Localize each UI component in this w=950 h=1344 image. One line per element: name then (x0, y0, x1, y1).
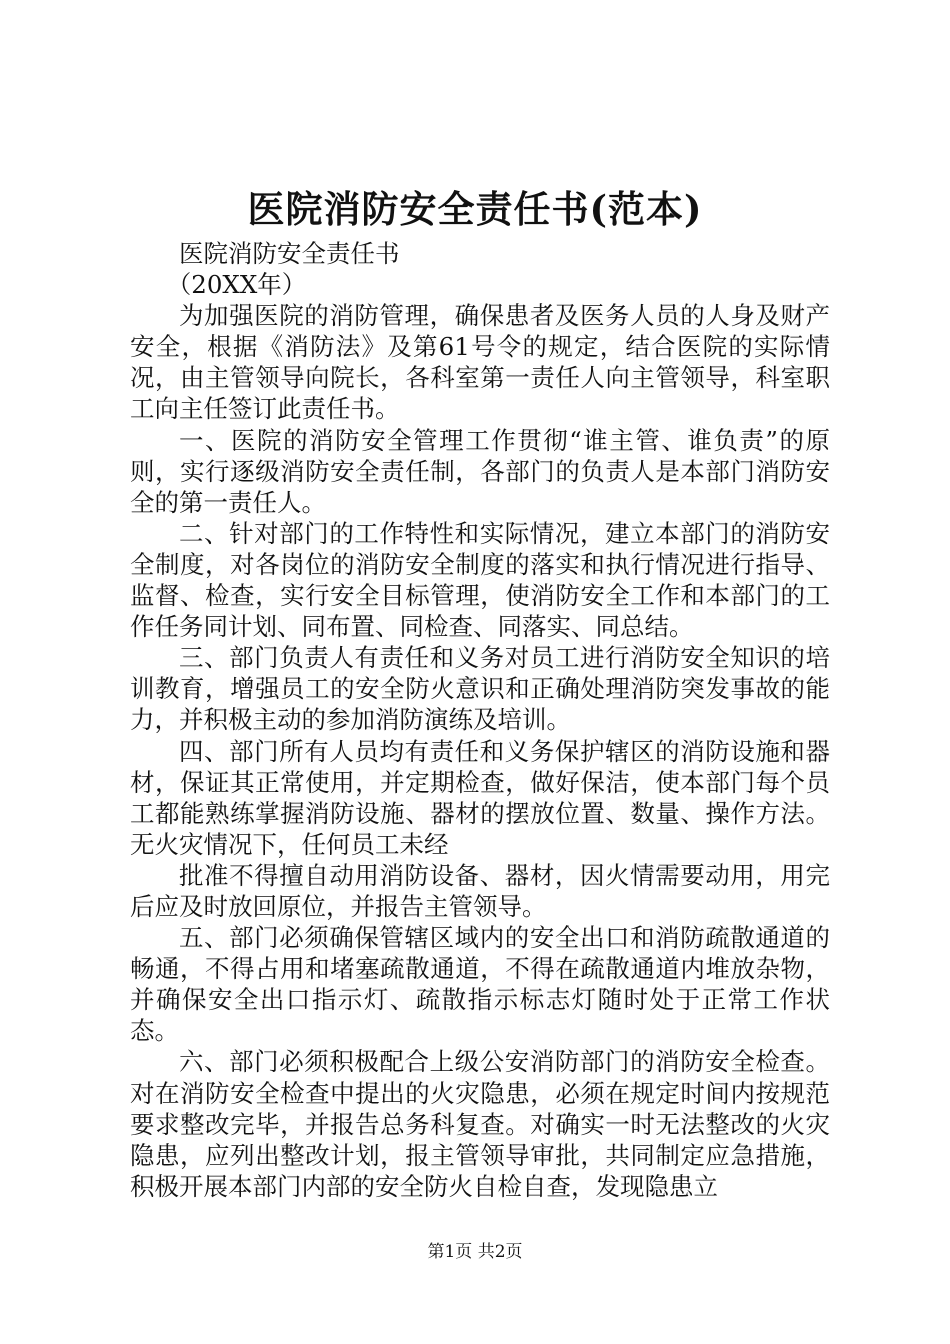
document-title: 医院消防安全责任书(范本) (247, 187, 703, 231)
paragraph-clause-5: 五、部门必须确保管辖区域内的安全出口和消防疏散通道的畅通，不得占用和堵塞疏散通道，不得在疏散通道内堆放杂物，并确保安全出口指示灯、疏散指示标志灯随时处于正常工作状态。 (130, 923, 830, 1046)
document-subtitle: 医院消防安全责任书 (179, 239, 400, 268)
document-year: （20XX年） (166, 270, 307, 300)
paragraph-clause-3: 三、部门负责人有责任和义务对员工进行消防安全知识的培训教育，增强员工的安全防火意识和正确处理消防突发事故的能力，并积极主动的参加消防演练及培训。 (130, 643, 830, 735)
paragraph-clause-1: 一、医院的消防安全管理工作贯彻“谁主管、谁负责”的原则，实行逐级消防安全责任制，各部门的负责人是本部门消防安全的第一责任人。 (130, 425, 830, 517)
paragraph-clause-2: 二、针对部门的工作特性和实际情况，建立本部门的消防安全制度，对各岗位的消防安全制度的落实和执行情况进行指导、监督、检查，实行安全目标管理，使消防安全工作和本部门的工作任务同计划、同布置、同检查、同落实、同总结。 (130, 518, 830, 642)
paragraph-intro: 为加强医院的消防管理，确保患者及医务人员的人身及财产安全，根据《消防法》及第61号令的规定，结合医院的实际情况，由主管领导向院长，各科室第一责任人向主管领导，科室职工向主任签订此责任书。 (130, 301, 830, 424)
paragraph-clause-4-cont: 批准不得擅自动用消防设备、器材，因火情需要动用，用完后应及时放回原位，并报告主管领导。 (130, 860, 830, 921)
paragraph-clause-4: 四、部门所有人员均有责任和义务保护辖区的消防设施和器材，保证其正常使用，并定期检查，做好保洁，使本部门每个员工都能熟练掌握消防设施、器材的摆放位置、数量、操作方法。无火灾情况下，任何员工未经 (130, 736, 830, 859)
page-number: 第1页 共2页 (427, 1242, 523, 1262)
document-body (130, 238, 830, 1202)
paragraph-clause-6: 六、部门必须积极配合上级公安消防部门的消防安全检查。对在消防安全检查中提出的火灾隐患，必须在规定时间内按规范要求整改完毕，并报告总务科复查。对确实一时无法整改的火灾隐患，应列出整改计划，报主管领导审批，共同制定应急措施，积极开展本部门内部的安全防火自检自查，发现隐患立 (130, 1047, 830, 1201)
